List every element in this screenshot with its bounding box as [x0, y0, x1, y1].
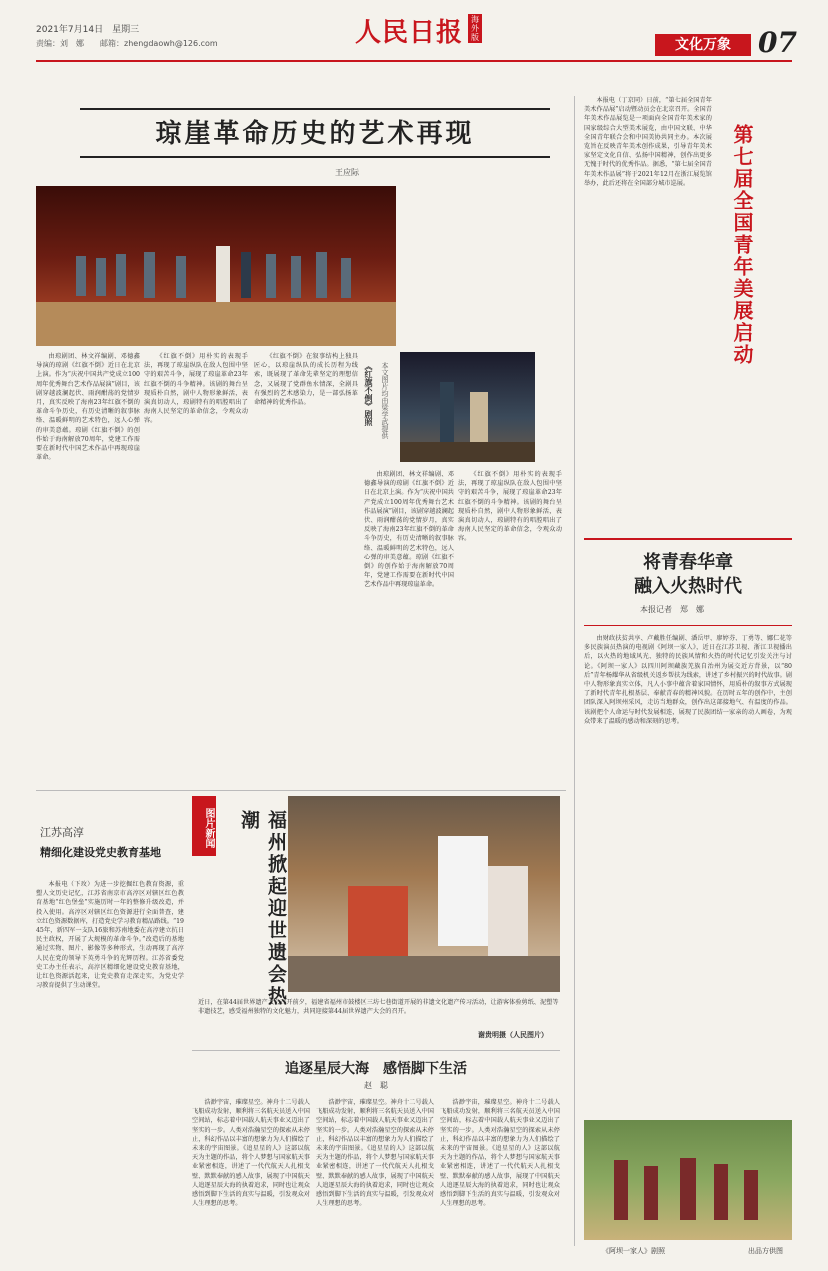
- section-divider: [36, 790, 566, 791]
- lead-paragraph-1: 由琼剧团、林文祥编剧、邓德鑫导演的琼剧《红旗不倒》近日在北京上演。作为“庆祝中国共产党成立100周年优秀舞台艺术作品展演”剧目，该剧穿越波澜起伏、雨润酣荡的党情岁月，真实反映了海南23年红旗不倒的革命斗争历史，有历史清晰的叙事脉络、温暖鲜明的艺术特色，远人心弹的审美意蕴。琼剧《红旗不倒》的创作始于海南解放70周年，党建工作需要在新时代中国艺术作品中再现琼崖革命。: [36, 353, 140, 462]
- bottom-article-text-3: 浩渺宇宙，璀璨星空。神舟十二号载人飞船成功发射，顺利将三名航天员送入中国空间站，标志着中国载人航天事业又迈出了坚实的一步。人类对浩瀚星空的探索从未停止，科幻作品以丰富的想象力为人们描绘了未来的宇宙图景。《追星星的人》这部以航天为主题的作品，将个人梦想与国家航天事业紧密相连，讲述了一代代航天人扎根戈壁、默默奉献的感人故事，展现了中国航天人追逐星辰大海的执着追求，同时也让观众感悟到脚下生活的真实与温暖，引发观众对人生理想的思考。: [440, 1099, 560, 1208]
- bottom-article-rule: [192, 1050, 560, 1051]
- left-article-text: 本报电（下玫）为进一步挖掘红色教育资源，重塑人文历史记忆，江苏省南京市高淳区对辖区红色教育基地“红色堡垒”实施历时一年的整修升级改造，并投入使用。高淳区对辖区红色资源进行全面普查，建立红色资源数据库，打造党史学习教育精品路线。“1945年，新四军一支队16旅和苏南地委在高淳建立抗日民主政权，开展了大规模的革命斗争。”改造后的基地通过实物、图片、影像等多种形式，生动再现了高淳人民在党的领导下英勇斗争的光辉历程。江苏省委党史工办主任表示，高淳区精细化建设党史教育基地，让红色资源活起来，让党史教育走深走实，为党史学习教育提供了生动课堂。: [36, 881, 184, 990]
- left-article-body: [36, 880, 184, 1240]
- bottom-article-text-2: 浩渺宇宙，璀璨星空。神舟十二号载人飞船成功发射，顺利将三名航天员送入中国空间站，标志着中国载人航天事业又迈出了坚实的一步。人类对浩瀚星空的探索从未停止，科幻作品以丰富的想象力为人们描绘了未来的宇宙图景。《追星星的人》这部以航天为主题的作品，将个人梦想与国家航天事业紧密相连，讲述了一代代航天人扎根戈壁、默默奉献的感人故事，展现了中国航天人追逐星辰大海的执着追求，同时也让观众感悟到脚下生活的真实与温暖，引发观众对人生理想的思考。: [316, 1099, 434, 1208]
- lead-headline: 琼崖革命历史的艺术再现: [155, 119, 475, 149]
- left-article-title: 精细化建设党史教育基地: [40, 846, 161, 859]
- section-title: 文化万象: [655, 34, 751, 56]
- stage-photo-caption: 《红旗不倒》剧照: [364, 362, 374, 426]
- bottom-article-col1: [192, 1098, 310, 1240]
- lead-paragraph-3: 《红旗不倒》在叙事结构上独具匠心，以琼崖纵队的成长历程为线索，既展现了革命先辈坚定的理想信念，又展现了党群鱼水情深，全剧具有强烈的艺术感染力，是一部弘扬革命精神的优秀作品。: [254, 353, 358, 407]
- bottom-article-text-1: 浩渺宇宙，璀璨星空。神舟十二号载人飞船成功发射，顺利将三名航天员送入中国空间站，标志着中国载人航天事业又迈出了坚实的一步。人类对浩瀚星空的探索从未停止，科幻作品以丰富的想象力为人们描绘了未来的宇宙图景。《追星星的人》这部以航天为主题的作品，将个人梦想与国家航天事业紧密相连，讲述了一代代航天人扎根戈壁、默默奉献的感人故事，展现了中国航天人追逐星辰大海的执着追求，同时也让观众感悟到脚下生活的真实与温暖，引发观众对人生理想的思考。: [192, 1099, 310, 1208]
- stage-photo-credit: 本文图片均由梁学武提供: [381, 362, 389, 439]
- newspaper-logo: 人民日报: [355, 18, 464, 48]
- bottom-article-byline: 赵 聪: [364, 1081, 388, 1090]
- article2-body-text: 由财政扶贫共享、卢戴胜任编剧、潘岳甲、廖婷芬、丁勇等、娜仁花等多民族演员热演的电视剧《阿坝一家人》，近日在江苏卫视、浙江卫视播出后，以火热的地域风光、独特的民族风情和火热的时代记忆引发关注与讨论。《阿坝一家人》以四川阿坝藏族羌族自治州为展交近方背景，以“80后”青年杨耀华从省级机关返乡帮扶为线索，讲述了乡村振兴的时代故事。剧中人物形象真实立体，凡人小事中蕴含着家国情怀，用质朴的叙事方式展现了新时代青年扎根基层、奉献青春的精神风貌。在历时五年的创作中，主创团队深入阿坝州采风，走访当地群众，创作出这部接地气、有温度的作品。该剧把个人命运与时代发展相连，展现了民族团结一家亲的动人画卷，为观众带来了温暖的感动和深刻的思考。: [584, 635, 792, 725]
- aba-photo-credit: 出品方供图: [748, 1247, 783, 1255]
- masthead-rule: [36, 60, 792, 62]
- stage-photo-figures: [36, 186, 396, 346]
- lead-body-col4: [364, 470, 454, 784]
- left-article-region: 江苏高淳: [40, 826, 84, 839]
- article2-byline: 本报记者 郑 娜: [640, 605, 704, 614]
- issue-date: 2021年7月14日 星期三: [36, 25, 140, 35]
- article2-title-line1: 将青春华章: [643, 552, 733, 573]
- article2-body: [584, 634, 792, 1164]
- stage-photo-2-figures: [400, 352, 535, 462]
- lead-paragraph-4: 由琼剧团、林文祥编剧、邓德鑫导演的琼剧《红旗不倒》近日在北京上演。作为“庆祝中国共产党成立100周年优秀舞台艺术作品展演”剧目，该剧穿越波澜起伏、雨润酣荡的党情岁月，真实反映了海南23年红旗不倒的革命斗争历史，有历史清晰的叙事脉络、温暖鲜明的艺术特色，远人心弹的审美意蕴。琼剧《红旗不倒》的创作始于海南解放70周年，党建工作需要在新时代中国艺术作品中再现琼崖革命。: [364, 471, 454, 589]
- bottom-article-col2: [316, 1098, 434, 1240]
- column-divider: [574, 96, 575, 1246]
- youth-art-brief-text: 本报电（丁京同）日前，“第七届全国青年美术作品展”启动暨动员会在北京召开。全国青年美术作品展览是一项面向全国青年美术家的国家级综合大型美术展览，由中国文联、中华全国青年联合会和中国美协共同主办。本次展览旨在反映青年美术创作成果，引导青年美术家坚定文化自信、弘扬中国精神，创作出更多无愧于时代的优秀作品。据悉，“第七届全国青年美术作品展”将于2021年12月在浙江展览馆举办，此后还将在全国部分城市巡展。: [584, 97, 712, 187]
- heritage-photo: [288, 796, 560, 992]
- heritage-credit: 谢贵明摄（人民图片）: [478, 1030, 548, 1039]
- feature-tag: 图片新闻: [192, 796, 216, 856]
- bottom-article-col3: [440, 1098, 560, 1240]
- lead-byline: 王应际: [335, 168, 359, 177]
- heritage-caption: 近日，在第44届世界遗产大会召开前夕，福建省福州市鼓楼区三坊七巷街道开展的非遗文化遗产传习活动，让游客体验剪纸、泥塑等非遗技艺，感受福州独特的文化魅力，共同迎接第44届世界遗产大会的召开。: [198, 999, 559, 1015]
- youth-art-brief: [584, 96, 712, 526]
- stage-photo-2: [400, 352, 535, 462]
- lead-body-col5: [458, 470, 562, 784]
- lead-body-col2: [144, 352, 248, 784]
- youth-art-banner: 第七届全国青年美展启动: [730, 124, 754, 366]
- aba-photo-caption: 《阿坝一家人》剧照: [602, 1247, 665, 1255]
- aba-family-figures: [584, 1120, 792, 1240]
- feature-title: 福州掀起迎世遗会热潮: [238, 810, 287, 1008]
- lead-paragraph-5: 《红旗不倒》用朴实的表现手法，再现了琼崖纵队在敌人包围中坚守的艰苦斗争，展现了琼崖革命23年红旗不倒的斗争精神。该剧的舞台呈现质朴自然，剧中人物形象鲜活，表演真切动人，琼剧特有的唱腔唱出了海南人民坚定的革命信念，令观众动容。: [458, 471, 562, 543]
- heritage-photo-scene: [288, 796, 560, 992]
- lead-body-col3: [254, 352, 358, 784]
- article2-title-line2: 融入火热时代: [634, 576, 742, 597]
- page-number: 07: [758, 26, 797, 59]
- aba-family-photo: [584, 1120, 792, 1240]
- lead-paragraph-2: 《红旗不倒》用朴实的表现手法，再现了琼崖纵队在敌人包围中坚守的艰苦斗争，展现了琼崖革命23年红旗不倒的斗争精神。该剧的舞台呈现质朴自然，剧中人物形象鲜活，表演真切动人，琼剧特有的唱腔唱出了海南人民坚定的革命信念，令观众动容。: [144, 353, 248, 425]
- stage-photo: [36, 186, 396, 346]
- edition-badge: 海外版: [468, 14, 482, 43]
- lead-body-col1: [36, 352, 140, 784]
- editor-info: 责编：刘 娜 邮箱：zhengdaowh@126.com: [36, 39, 218, 48]
- bottom-article-title: 追逐星辰大海 感悟脚下生活: [285, 1061, 467, 1077]
